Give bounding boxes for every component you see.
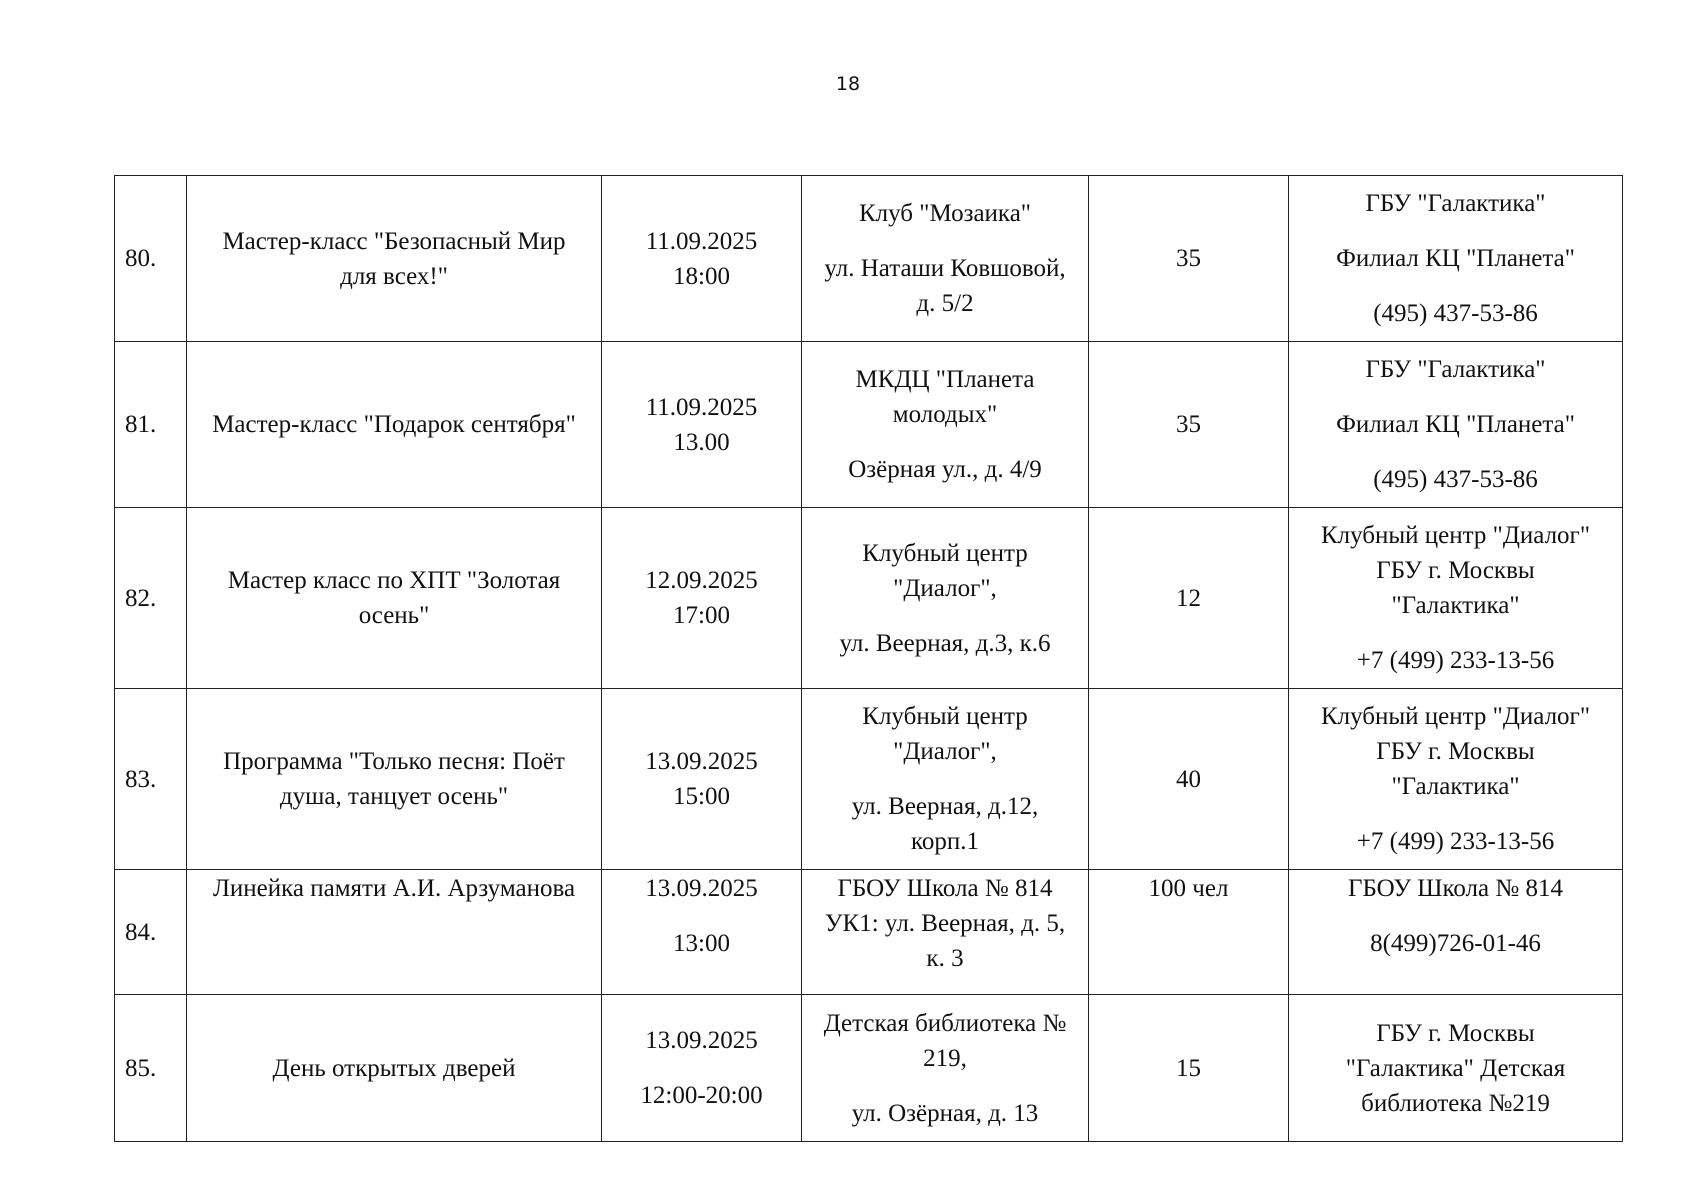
organizer-cell bbox=[1289, 176, 1623, 342]
cell-line: 11.09.2025 bbox=[645, 393, 758, 421]
events-table-body bbox=[115, 176, 1623, 1142]
line-gap bbox=[1297, 906, 1614, 926]
line-gap bbox=[810, 231, 1080, 251]
line-gap bbox=[810, 432, 1080, 452]
line-gap bbox=[610, 1058, 793, 1078]
cell-line: Мастер класс по ХПТ "Золотая bbox=[227, 567, 561, 594]
event-name-cell bbox=[187, 689, 602, 870]
cell-line: корп.1 bbox=[910, 828, 979, 855]
cell-line: Программа "Только песня: Поёт bbox=[223, 748, 565, 775]
cell-line: Мастер-класс "Безопасный Мир bbox=[222, 227, 566, 255]
cell-line: +7 (499) 233-13-56 bbox=[1356, 647, 1555, 674]
row-number: 83. bbox=[115, 689, 187, 870]
table-row bbox=[115, 995, 1623, 1142]
cell-line: 18:00 bbox=[673, 262, 730, 290]
line-gap bbox=[1297, 276, 1614, 296]
event-name-cell bbox=[187, 176, 602, 342]
cell-line: 11.09.2025 bbox=[645, 227, 758, 255]
cell-line: (495) 437-53-86 bbox=[1373, 466, 1538, 493]
cell-line: (495) 437-53-86 bbox=[1373, 300, 1538, 327]
table-row bbox=[115, 870, 1623, 995]
cell-line: ул. Веерная, д.12, bbox=[851, 793, 1039, 820]
venue-cell bbox=[802, 870, 1089, 995]
cell-line: "Галактика" bbox=[1391, 592, 1520, 619]
cell-line: Филиал КЦ "Планета" bbox=[1336, 411, 1575, 438]
cell-line: УК1: ул. Веерная, д. 5, bbox=[824, 910, 1066, 937]
cell-line: 13.09.2025 bbox=[645, 748, 758, 775]
participants-cell: 35 bbox=[1089, 342, 1289, 508]
cell-line: 12:00-20:00 bbox=[640, 1082, 763, 1109]
date-time-cell bbox=[602, 176, 802, 342]
participants-cell: 15 bbox=[1089, 995, 1289, 1142]
venue-cell bbox=[802, 508, 1089, 689]
participants-cell: 35 bbox=[1089, 176, 1289, 342]
cell-line: молодых" bbox=[892, 401, 998, 428]
cell-line: 219, bbox=[923, 1044, 967, 1072]
cell-line: 12.09.2025 bbox=[645, 567, 758, 594]
cell-line: Клубный центр bbox=[862, 539, 1028, 567]
cell-line: ул. Озёрная, д. 13 bbox=[851, 1099, 1039, 1127]
line-gap bbox=[1297, 221, 1614, 241]
venue-cell bbox=[802, 689, 1089, 870]
cell-line: к. 3 bbox=[926, 945, 964, 972]
row-number: 81. bbox=[115, 342, 187, 508]
row-number: 85. bbox=[115, 995, 187, 1142]
organizer-cell bbox=[1289, 689, 1623, 870]
table-row bbox=[115, 176, 1623, 342]
cell-line: ГБУ г. Москвы bbox=[1376, 557, 1535, 584]
cell-line: душа, танцует осень" bbox=[279, 783, 509, 810]
line-gap bbox=[1297, 387, 1614, 407]
cell-line: Озёрная ул., д. 4/9 bbox=[848, 456, 1042, 483]
organizer-cell bbox=[1289, 995, 1623, 1142]
cell-line: ГБОУ Школа № 814 bbox=[837, 875, 1053, 902]
venue-cell bbox=[802, 176, 1089, 342]
events-table bbox=[114, 175, 1623, 1142]
cell-line: 13.09.2025 bbox=[645, 1027, 758, 1054]
line-gap bbox=[1297, 804, 1614, 824]
participants-cell: 40 bbox=[1089, 689, 1289, 870]
line-gap bbox=[810, 1076, 1080, 1096]
event-name-cell bbox=[187, 342, 602, 508]
cell-line: "Галактика" bbox=[1391, 773, 1520, 800]
organizer-cell bbox=[1289, 342, 1623, 508]
cell-line: 17:00 bbox=[673, 602, 730, 629]
cell-line: для всех!" bbox=[340, 262, 448, 290]
cell-line: Клубный центр "Диалог" bbox=[1320, 703, 1591, 730]
cell-line: ул. Наташи Ковшовой, bbox=[824, 255, 1066, 282]
cell-line: библиотека №219 bbox=[1361, 1089, 1550, 1117]
organizer-cell bbox=[1289, 508, 1623, 689]
line-gap bbox=[810, 769, 1080, 789]
cell-line: д. 5/2 bbox=[916, 290, 974, 317]
cell-line: Филиал КЦ "Планета" bbox=[1336, 245, 1575, 272]
date-time-cell bbox=[602, 508, 802, 689]
date-time-cell bbox=[602, 995, 802, 1142]
cell-line: осень" bbox=[358, 602, 430, 629]
line-gap bbox=[1297, 442, 1614, 462]
cell-line: 13.09.2025 bbox=[645, 875, 758, 902]
date-time-cell bbox=[602, 342, 802, 508]
cell-line: +7 (499) 233-13-56 bbox=[1356, 828, 1555, 855]
table-row bbox=[115, 508, 1623, 689]
page-number: 18 bbox=[835, 73, 861, 95]
participants-cell: 100 чел bbox=[1089, 870, 1289, 995]
cell-line: ГБУ "Галактика" bbox=[1365, 190, 1546, 217]
event-name-cell bbox=[187, 995, 602, 1142]
cell-line: Детская библиотека № bbox=[823, 1009, 1067, 1037]
row-number: 82. bbox=[115, 508, 187, 689]
cell-line: ГБУ г. Москвы bbox=[1376, 738, 1535, 765]
participants-cell: 12 bbox=[1089, 508, 1289, 689]
venue-cell bbox=[802, 342, 1089, 508]
cell-line: Линейка памяти А.И. Арзуманова bbox=[212, 875, 576, 902]
cell-line: ГБУ г. Москвы bbox=[1376, 1019, 1535, 1047]
line-gap bbox=[810, 606, 1080, 626]
cell-line: ГБОУ Школа № 814 bbox=[1348, 875, 1563, 902]
cell-line: ул. Веерная, д.3, к.6 bbox=[839, 629, 1051, 657]
row-number: 80. bbox=[115, 176, 187, 342]
cell-line: 15:00 bbox=[673, 783, 730, 810]
organizer-cell bbox=[1289, 870, 1623, 995]
cell-line: 8(499)726-01-46 bbox=[1370, 930, 1541, 957]
event-name-cell bbox=[187, 508, 602, 689]
table-row bbox=[115, 342, 1623, 508]
cell-line: "Диалог", bbox=[893, 574, 997, 602]
row-number: 84. bbox=[115, 870, 187, 995]
date-time-cell bbox=[602, 870, 802, 995]
cell-line: 13:00 bbox=[673, 930, 730, 957]
cell-line: Клуб "Мозаика" bbox=[858, 200, 1032, 227]
cell-line: "Галактика" Детская bbox=[1345, 1054, 1566, 1082]
venue-cell bbox=[802, 995, 1089, 1142]
cell-line: Мастер-класс "Подарок сентября" bbox=[212, 411, 576, 438]
line-gap bbox=[610, 906, 793, 926]
cell-line: Клубный центр bbox=[862, 703, 1028, 730]
cell-line: МКДЦ "Планета bbox=[855, 366, 1035, 393]
cell-line: День открытых дверей bbox=[272, 1054, 516, 1082]
line-gap bbox=[1297, 623, 1614, 643]
event-name-cell bbox=[187, 870, 602, 995]
cell-line: "Диалог", bbox=[893, 738, 997, 765]
cell-line: 13.00 bbox=[673, 428, 730, 456]
table-row bbox=[115, 689, 1623, 870]
cell-line: Клубный центр "Диалог" bbox=[1320, 522, 1591, 549]
date-time-cell bbox=[602, 689, 802, 870]
cell-line: ГБУ "Галактика" bbox=[1365, 356, 1546, 383]
